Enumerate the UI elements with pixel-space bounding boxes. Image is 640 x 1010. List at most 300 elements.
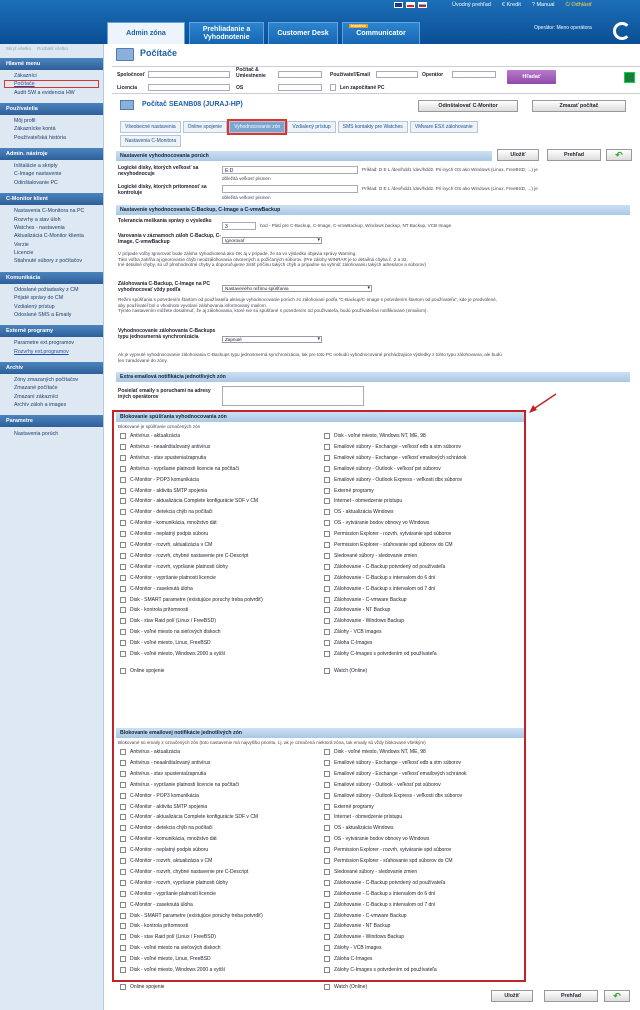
warnings-label: Varovania v záznamoch záloh C-Backup, C-Image, C-vmwBackup [118, 233, 222, 245]
block-email-checkbox[interactable] [324, 836, 429, 842]
checkbox-label: C-Monitor - zaseknutá úloha [130, 585, 193, 592]
tab-customer-desk[interactable]: Customer Desk [268, 22, 338, 44]
block-email-checkbox[interactable] [324, 804, 374, 810]
block-email-checkbox[interactable] [120, 967, 225, 973]
checkbox-box[interactable] [324, 760, 330, 766]
only-counted-label: Len započítané PC [340, 85, 385, 91]
block-email-checkbox[interactable] [324, 771, 467, 777]
sidebar-item[interactable]: Nastavenia C-Monitora na PC [14, 208, 85, 215]
block-email-checkbox[interactable] [120, 793, 199, 799]
checkbox-box[interactable] [324, 629, 330, 635]
checkbox-box[interactable] [120, 520, 126, 526]
checkbox-box[interactable] [324, 923, 330, 929]
sidebar-item[interactable]: Inštalácie a skripty [14, 163, 58, 170]
block-evaluation-checkbox[interactable] [324, 466, 441, 472]
checkbox-box[interactable] [120, 984, 126, 990]
overview-button-top[interactable]: Prehľad [547, 149, 601, 161]
checkbox-box[interactable] [324, 825, 330, 831]
checkbox-box[interactable] [120, 531, 126, 537]
block-evaluation-checkbox[interactable] [120, 629, 221, 635]
checkbox-label: Internet - obmedzenie prístupu [334, 814, 403, 821]
block-evaluation-checkbox[interactable] [324, 564, 445, 570]
block-evaluation-checkbox[interactable] [120, 597, 263, 603]
run-mode-note: Režim spúšťania s potvrdením štartom od používateľa aktivuje vyhodnocovanie porúch zo zálohovaní podľa "C-Backup/C-Image s potvrdením štartom od používateľa", kde je predvolené, aby používateľ bol o vhodnom vyvolaní zálohovania informovaný mailom. Týmto nastavením môžete dosiahnuť, že aj zálohovania, ktoré nie sú spúšťané s potvrdením od používateľa, budú používateľovi notifikované (emailom). [118, 297, 498, 314]
sidebar-item[interactable]: Zóny zmazaných počítačov [14, 377, 79, 384]
checkbox-label: Permission Explorer - sťahovanie spd súborov do CM [334, 542, 453, 548]
block-email-checkbox[interactable] [120, 945, 221, 951]
checkbox-box[interactable] [120, 466, 126, 472]
sidebar-item[interactable]: Rozvrhy a stav úloh [14, 216, 61, 223]
sidebar-item[interactable]: Rozvrhy ext.programov [14, 348, 69, 355]
search-button[interactable]: Hľadať [507, 70, 556, 84]
checkbox-label: C-Monitor - rozvrh, aktualizácia v CM [130, 858, 213, 864]
tab-admin-zone[interactable]: Admin zóna [107, 22, 185, 44]
tolerance-input[interactable]: 3 [222, 222, 256, 230]
checkbox-box[interactable] [324, 869, 330, 875]
expand-all-link[interactable]: Rozbaliť všetko [36, 46, 68, 51]
checkbox-box[interactable] [324, 542, 330, 548]
block-evaluation-checkbox[interactable] [324, 477, 462, 483]
run-mode-select[interactable]: Nastaveného režimu spúšťania ▾ [222, 285, 372, 292]
checkbox-label: Disk - SMART parametre (existujúce poruchy treba potvrdiť) [130, 596, 263, 603]
checkbox-box[interactable] [120, 760, 126, 766]
block-email-checkbox[interactable] [120, 913, 263, 919]
flag-cz-icon[interactable] [406, 2, 415, 8]
sidebar-item[interactable]: Verzie [14, 241, 29, 248]
checkbox-box[interactable] [120, 945, 126, 951]
sidebar-item[interactable]: Stiahnuté súbory z počítačov [14, 258, 83, 265]
sync-select[interactable]: Zapnuté ▾ [222, 336, 322, 343]
sidebar-item[interactable]: Licencie [14, 250, 34, 257]
block-email-checkbox[interactable] [324, 793, 462, 799]
checkbox-box[interactable] [120, 804, 126, 810]
filter-license-select[interactable] [148, 84, 230, 91]
block-email-checkbox[interactable] [120, 782, 239, 788]
checkbox-label: Antivírus - vypršanie platnosti licencie na počítači [130, 465, 239, 472]
block-email-checkbox[interactable] [324, 891, 435, 897]
checkbox-label: Antivírus - stav spustenia/zapnutia [130, 454, 207, 461]
block-email-checkbox[interactable] [324, 956, 372, 962]
manual-link[interactable]: ? Manual [531, 2, 555, 8]
block-email-checkbox[interactable] [120, 804, 207, 810]
block-evaluation-checkbox[interactable] [324, 455, 467, 461]
computer-title: Počítač SEANB08 (JURAJ-HP) [142, 101, 243, 108]
block-email-checkbox[interactable] [120, 891, 216, 897]
block-evaluation-checkbox[interactable] [324, 531, 451, 537]
checkbox-label: Emailové súbory - Outlook - veľkosť pst súborov [334, 465, 441, 472]
checkbox-box[interactable] [324, 934, 330, 940]
filter-user-label: Používateľ/Email [330, 72, 370, 78]
sync-label: Vyhodnocovanie zálohovania C-Backups typu jednosmerná synchronizácia [118, 328, 216, 340]
checkbox-box[interactable] [120, 934, 126, 940]
block-email-checkbox[interactable] [120, 858, 212, 864]
block-email-checkbox[interactable] [120, 749, 180, 755]
checkbox-box[interactable] [120, 847, 126, 853]
block-evaluation-checkbox[interactable] [324, 586, 435, 592]
sidebar-item[interactable]: Prijaté správy do CM [14, 295, 64, 302]
block-email-checkbox[interactable] [120, 923, 188, 929]
back-button-bottom[interactable]: ↶ [604, 990, 630, 1002]
block-email-checkbox[interactable] [120, 836, 217, 842]
block-evaluation-checkbox[interactable] [120, 531, 208, 537]
checkbox-label: Disk - voľné miesto, Windows NT, ME, 98 [334, 433, 426, 439]
checkbox-label: Zálohovanie - C-Backup s intervalom do 6 dní [334, 574, 436, 581]
block-email-checkbox[interactable] [120, 880, 228, 886]
checkbox-box[interactable] [120, 793, 126, 799]
checkbox-box[interactable] [324, 847, 330, 853]
checkbox-box[interactable] [324, 651, 330, 657]
filter-os-label: OS [236, 85, 244, 91]
block-evaluation-checkbox[interactable] [120, 553, 248, 559]
block-email-checkbox[interactable] [120, 814, 258, 820]
tab-sms-contacts[interactable]: SMS kontakty pre Watches [338, 121, 408, 133]
block-evaluation-checkbox[interactable] [324, 575, 435, 581]
checkbox-box[interactable] [324, 586, 330, 592]
save-button-top[interactable]: Uložiť [497, 149, 539, 161]
sidebar-item[interactable]: Zmazané počítače [14, 385, 58, 392]
block-evaluation-checkbox[interactable] [324, 553, 417, 559]
block-email-checkbox[interactable] [324, 814, 402, 820]
sidebar-item[interactable]: Aktualizácia C-Monitor klienta [14, 233, 84, 240]
block-email-checkbox[interactable] [324, 913, 407, 919]
tab-communicator[interactable] [342, 22, 420, 44]
filter-os-input[interactable] [278, 84, 322, 91]
sidebar-item[interactable]: C-Image nastavenie [14, 171, 62, 178]
sidebar-item[interactable]: Zmazaní zákazníci [14, 393, 59, 400]
block-evaluation-checkbox[interactable] [120, 466, 239, 472]
checkbox-box[interactable] [120, 433, 126, 439]
checkbox-box[interactable] [324, 984, 330, 990]
operator-name: Operátor: Meno operátora [534, 25, 592, 31]
checkbox-box[interactable] [120, 509, 126, 515]
block-email-checkbox[interactable] [120, 771, 206, 777]
checkbox-box[interactable] [120, 640, 126, 646]
back-button-top[interactable]: ↶ [606, 149, 632, 161]
checkbox-box[interactable] [324, 520, 330, 526]
tab-online-connection[interactable]: Online spojenie [183, 121, 227, 133]
checkbox-box[interactable] [324, 607, 330, 613]
block-evaluation-checkbox[interactable] [120, 542, 212, 548]
ignored-disks-note: dôležitá veľkosť písmen [222, 176, 271, 181]
home-link[interactable]: Úvodný prehľad [452, 2, 491, 8]
checkbox-box[interactable] [324, 793, 330, 799]
checkbox-box[interactable] [120, 956, 126, 962]
checkbox-label: Disk - stav Raid polí (Linux / FreeBSD) [130, 934, 216, 941]
sidebar-item[interactable]: Odinštalovanie PC [14, 179, 58, 186]
checkbox-box[interactable] [120, 597, 126, 603]
block-evaluation-checkbox[interactable] [120, 509, 213, 515]
checkbox-box[interactable] [324, 782, 330, 788]
block-email-checkbox[interactable] [120, 934, 216, 940]
checkbox-label: C-Monitor - aktualizácia Complete konfigurácie SDF v CM [130, 814, 259, 821]
sidebar-item[interactable]: Nastavenia porúch [14, 430, 59, 437]
credit-link[interactable]: € Kredit [501, 2, 521, 8]
checkbox-box[interactable] [324, 444, 330, 450]
checkbox-box[interactable] [120, 825, 126, 831]
uninstall-cmonitor-button[interactable]: Odinštalovať C-Monitor [418, 100, 518, 112]
tolerance-hint: hod - Platí pre C-Backup, C-Image, C-vmwBackup, Windows backup, NT Backup, VCB Image [260, 223, 452, 228]
filter-user-input[interactable] [376, 71, 418, 78]
checkbox-box[interactable] [324, 498, 330, 504]
checkbox-box[interactable] [120, 967, 126, 973]
checkbox-box[interactable] [324, 575, 330, 581]
block-email-checkbox[interactable] [324, 902, 435, 908]
block-email-checkbox[interactable] [324, 934, 404, 940]
checkbox-label: C-Monitor - rozvrh, aktualizácia v CM [130, 542, 213, 548]
block-evaluation-checkbox[interactable] [324, 640, 372, 646]
checkbox-label: C-Monitor - rozvrh, vypršanie platnosti úlohy [130, 563, 228, 570]
sidebar-item[interactable]: Môj profil [14, 117, 36, 124]
checkbox-box[interactable] [120, 575, 126, 581]
checkbox-label: Disk - stav Raid polí (Linux / FreeBSD) [130, 618, 216, 625]
checkbox-box[interactable] [120, 923, 126, 929]
checkbox-box[interactable] [120, 618, 126, 624]
checkbox-box[interactable] [324, 902, 330, 908]
ignored-disks-input[interactable]: E:D [222, 166, 358, 174]
checkbox-label: Antivírus - neaalnštalovaný antivírus [130, 759, 211, 766]
block-evaluation-checkbox[interactable] [120, 651, 225, 657]
checkbox-box[interactable] [120, 891, 126, 897]
checkbox-box[interactable] [120, 858, 126, 864]
block-evaluation-checkbox[interactable] [120, 477, 199, 483]
delete-computer-button[interactable]: Zmazať počítač [532, 100, 626, 112]
sidebar-section-title[interactable]: Archív [0, 362, 103, 374]
top-bar [0, 0, 640, 44]
block-evaluation-checkbox[interactable] [324, 542, 453, 548]
checkbox-label: Zálohovanie - Windows Backup [334, 934, 405, 941]
warnings-note: V prípade voľby Ignorovať bude záloha Vyhodnotená ako OK aj v prípade, že sa vo výsledku objavia správy Warning. Táto voľba zahŕňa aj ignorovanie chýb neodzálohovania otvorených a požičaných súborov. (Pre zálohy WINRAR je to detailná chyba č. 2 a 32. Iné detailné chyby, sú už plnohodnotné chyby a doporučujeme zistiť príčinu takých chýb a prípadne sa vyhnúť zálohovaniu takých adresárov a súborov) [118, 251, 427, 268]
block-evaluation-checkbox[interactable] [120, 575, 216, 581]
block-evaluation-checkbox[interactable] [324, 444, 461, 450]
collapse-all-link[interactable]: Skryť všetko [6, 46, 31, 51]
checkbox-box[interactable] [120, 477, 126, 483]
tab-communicator-label: Communicator [356, 29, 406, 37]
section-backup-evaluation: Nastavenie vyhodnocovania C-Backup, C-Image a C-vmwBackup [116, 205, 630, 215]
sidebar-section-title[interactable]: Hlavné menu [0, 58, 103, 70]
block-email-checkbox[interactable] [120, 825, 213, 831]
block-evaluation-checkbox[interactable] [324, 651, 437, 657]
checkbox-box[interactable] [324, 564, 330, 570]
sidebar-item[interactable]: Zákaznícke kontá [14, 126, 56, 133]
checkbox-box[interactable] [120, 668, 126, 674]
checkbox-box[interactable] [324, 597, 330, 603]
checkbox-box[interactable] [324, 858, 330, 864]
checkbox-box[interactable] [120, 902, 126, 908]
checkbox-box[interactable] [324, 618, 330, 624]
block-evaluation-checkbox[interactable] [324, 509, 393, 515]
block-evaluation-checkbox[interactable] [324, 629, 382, 635]
checkbox-box[interactable] [324, 668, 330, 674]
checkbox-box[interactable] [120, 553, 126, 559]
checkbox-label: Emailové súbory - Exchange - veľkosť edb a stm súborov [334, 759, 462, 766]
checkbox-box[interactable] [120, 836, 126, 842]
filter-operator-input[interactable] [452, 71, 496, 78]
checkbox-box[interactable] [120, 880, 126, 886]
tab-general-settings[interactable]: Všeobecné nastavenia [120, 121, 181, 133]
sidebar-section-title[interactable]: Komunikácia [0, 272, 103, 284]
sidebar-item[interactable]: Odoslané požiadavky z CM [14, 286, 79, 293]
block-evaluation-checkbox[interactable] [324, 488, 374, 494]
sidebar-item[interactable]: Zákazníci [14, 73, 37, 80]
flag-en-icon[interactable] [394, 2, 403, 8]
tab-overview-evaluation[interactable]: Prehliadanie a Vyhodnotenie [189, 22, 264, 44]
excel-export-icon[interactable] [624, 72, 635, 83]
logout-link[interactable]: ⏻ Odhlásiť [565, 2, 593, 8]
block-evaluation-checkbox[interactable] [324, 520, 429, 526]
block-email-checkbox[interactable] [324, 984, 367, 990]
block-evaluation-checkbox[interactable] [120, 488, 207, 494]
block-evaluation-checkbox[interactable] [324, 607, 390, 613]
checkbox-box[interactable] [324, 945, 330, 951]
block-email-checkbox[interactable] [120, 956, 211, 962]
sidebar-section [0, 325, 103, 358]
sidebar-section [0, 58, 103, 99]
block-email-checkbox[interactable] [120, 902, 193, 908]
block-evaluation-checkbox[interactable] [324, 498, 402, 504]
checked-disks-input[interactable] [222, 185, 358, 193]
tab-remote-access[interactable]: Vzdialený prístup [287, 121, 335, 133]
sidebar-item[interactable]: Odoslané SMS a Emaily [14, 311, 72, 318]
block-evaluation-checkbox[interactable] [324, 433, 426, 439]
checkbox-box[interactable] [324, 640, 330, 646]
filter-company-label: Spoločnosť [117, 72, 145, 78]
flag-sk-icon[interactable] [418, 2, 427, 8]
block-email-checkbox[interactable] [120, 869, 248, 875]
block-evaluation-checkbox[interactable] [120, 640, 211, 646]
checkbox-box[interactable] [120, 651, 126, 657]
block-evaluation-checkbox[interactable] [324, 668, 367, 674]
warnings-select[interactable]: Ignorovať ▾ [222, 237, 322, 244]
checkbox-box[interactable] [120, 564, 126, 570]
block-evaluation-checkbox[interactable] [324, 618, 404, 624]
filter-operator-label: Operátor [422, 72, 444, 78]
save-button-bottom[interactable]: Uložiť [491, 990, 533, 1002]
block-evaluation-checkbox[interactable] [120, 586, 193, 592]
block-evaluation-checkbox[interactable] [120, 607, 188, 613]
checkbox-box[interactable] [120, 869, 126, 875]
filter-company-input[interactable] [148, 71, 230, 78]
block-email-checkbox[interactable] [324, 825, 393, 831]
block-email-checkbox[interactable] [120, 847, 208, 853]
block-email-checkbox[interactable] [120, 984, 164, 990]
sidebar-item[interactable]: Používateľská história [14, 134, 66, 141]
sidebar-item[interactable]: Parametre ext.programov [14, 340, 75, 347]
sidebar-section-title[interactable]: C-Monitor klient [0, 193, 103, 205]
checkbox-box[interactable] [324, 749, 330, 755]
sidebar-item[interactable]: Archív záloh a images [14, 402, 67, 409]
checkbox-box[interactable] [120, 542, 126, 548]
sidebar-item[interactable]: Audit SW a evidencia HW [14, 89, 75, 96]
checkbox-box[interactable] [120, 782, 126, 788]
sidebar-item[interactable]: Vzdialený prístup [14, 303, 55, 310]
block-evaluation-checkbox[interactable] [120, 618, 216, 624]
block-evaluation-checkbox[interactable] [120, 498, 258, 504]
checkbox-box[interactable] [120, 629, 126, 635]
block-email-checkbox[interactable] [324, 945, 382, 951]
checkbox-label: Záloha C-Images [334, 956, 373, 963]
block-email-checkbox[interactable] [120, 760, 210, 766]
sidebar-item[interactable]: Počítače [4, 80, 99, 88]
sidebar-section-title[interactable]: Používatelia [0, 103, 103, 115]
checkbox-box[interactable] [324, 891, 330, 897]
checkbox-box[interactable] [324, 880, 330, 886]
checkbox-label: Permission Explorer - sťahovanie spd súborov do CM [334, 858, 453, 864]
sidebar-section-title[interactable]: Externé programy [0, 325, 103, 337]
checkbox-box[interactable] [120, 455, 126, 461]
block-evaluation-checkbox[interactable] [120, 433, 180, 439]
block-evaluation-checkbox[interactable] [120, 455, 206, 461]
checkbox-box[interactable] [120, 488, 126, 494]
overview-button-bottom[interactable]: Prehľad [544, 990, 598, 1002]
block-evaluation-checkbox[interactable] [120, 444, 210, 450]
block-evaluation-checkbox[interactable] [120, 564, 228, 570]
checkbox-box[interactable] [324, 771, 330, 777]
checkbox-box[interactable] [120, 771, 126, 777]
sidebar-item[interactable]: Watches - nastavenia [14, 224, 65, 231]
checkbox-label: Zálohovanie - C-Backup s intervalom od 7 dní [334, 901, 436, 908]
tab-zone-evaluation[interactable]: Vyhodnocovanie zón [229, 121, 285, 133]
checkbox-box[interactable] [324, 836, 330, 842]
tab-cmonitor-settings[interactable]: Nastavenia C-Monitora [120, 135, 181, 147]
checkbox-box[interactable] [120, 498, 126, 504]
extra-email-input[interactable] [222, 386, 364, 406]
only-counted-checkbox[interactable] [330, 84, 336, 91]
checkbox-label: Watch (Online) [334, 667, 368, 674]
block-email-checkbox[interactable] [324, 782, 441, 788]
block-email-checkbox[interactable] [324, 923, 390, 929]
block-email-checkbox[interactable] [324, 760, 461, 766]
sidebar-section-title[interactable]: Admin. nástroje [0, 148, 103, 160]
block-email-checkbox[interactable] [324, 847, 451, 853]
checkbox-box[interactable] [120, 913, 126, 919]
tab-vmware-backup[interactable]: VMware ESX zálohovanie [410, 121, 478, 133]
block-evaluation-checkbox[interactable] [120, 668, 164, 674]
language-flags[interactable] [394, 2, 427, 8]
checkbox-box[interactable] [120, 814, 126, 820]
checkbox-box[interactable] [120, 444, 126, 450]
block-email-checkbox[interactable] [324, 967, 437, 973]
sidebar-section-title[interactable]: Parametre [0, 415, 103, 427]
checkbox-box[interactable] [324, 509, 330, 515]
checkbox-box[interactable] [120, 607, 126, 613]
checkbox-label: Zálohovanie - NT Backup [334, 607, 391, 614]
block-evaluation-checkbox[interactable] [324, 597, 407, 603]
checkbox-label: OS - vytváranie bodov obnovy vo Windows [334, 836, 430, 843]
checkbox-box[interactable] [324, 433, 330, 439]
block-email-checkbox[interactable] [324, 869, 417, 875]
checkbox-box[interactable] [324, 967, 330, 973]
checkbox-box[interactable] [324, 956, 330, 962]
checkbox-box[interactable] [324, 455, 330, 461]
block-email-checkbox[interactable] [324, 749, 426, 755]
checkbox-box[interactable] [120, 749, 126, 755]
checkbox-box[interactable] [324, 804, 330, 810]
block-email-checkbox[interactable] [324, 858, 453, 864]
checkbox-box[interactable] [324, 814, 330, 820]
checkbox-box[interactable] [324, 913, 330, 919]
filter-computer-input[interactable] [278, 71, 322, 78]
checkbox-box[interactable] [324, 553, 330, 559]
block-email-checkbox[interactable] [324, 880, 445, 886]
checkbox-box[interactable] [324, 477, 330, 483]
checkbox-label: C-Monitor - komunikácia, množstvo dát [130, 520, 217, 527]
block-evaluation-checkbox[interactable] [120, 520, 217, 526]
checkbox-box[interactable] [120, 586, 126, 592]
checkbox-label: Antivírus - aktualizácia [130, 433, 181, 439]
checkbox-box[interactable] [324, 466, 330, 472]
checkbox-box[interactable] [324, 488, 330, 494]
checkbox-box[interactable] [324, 531, 330, 537]
